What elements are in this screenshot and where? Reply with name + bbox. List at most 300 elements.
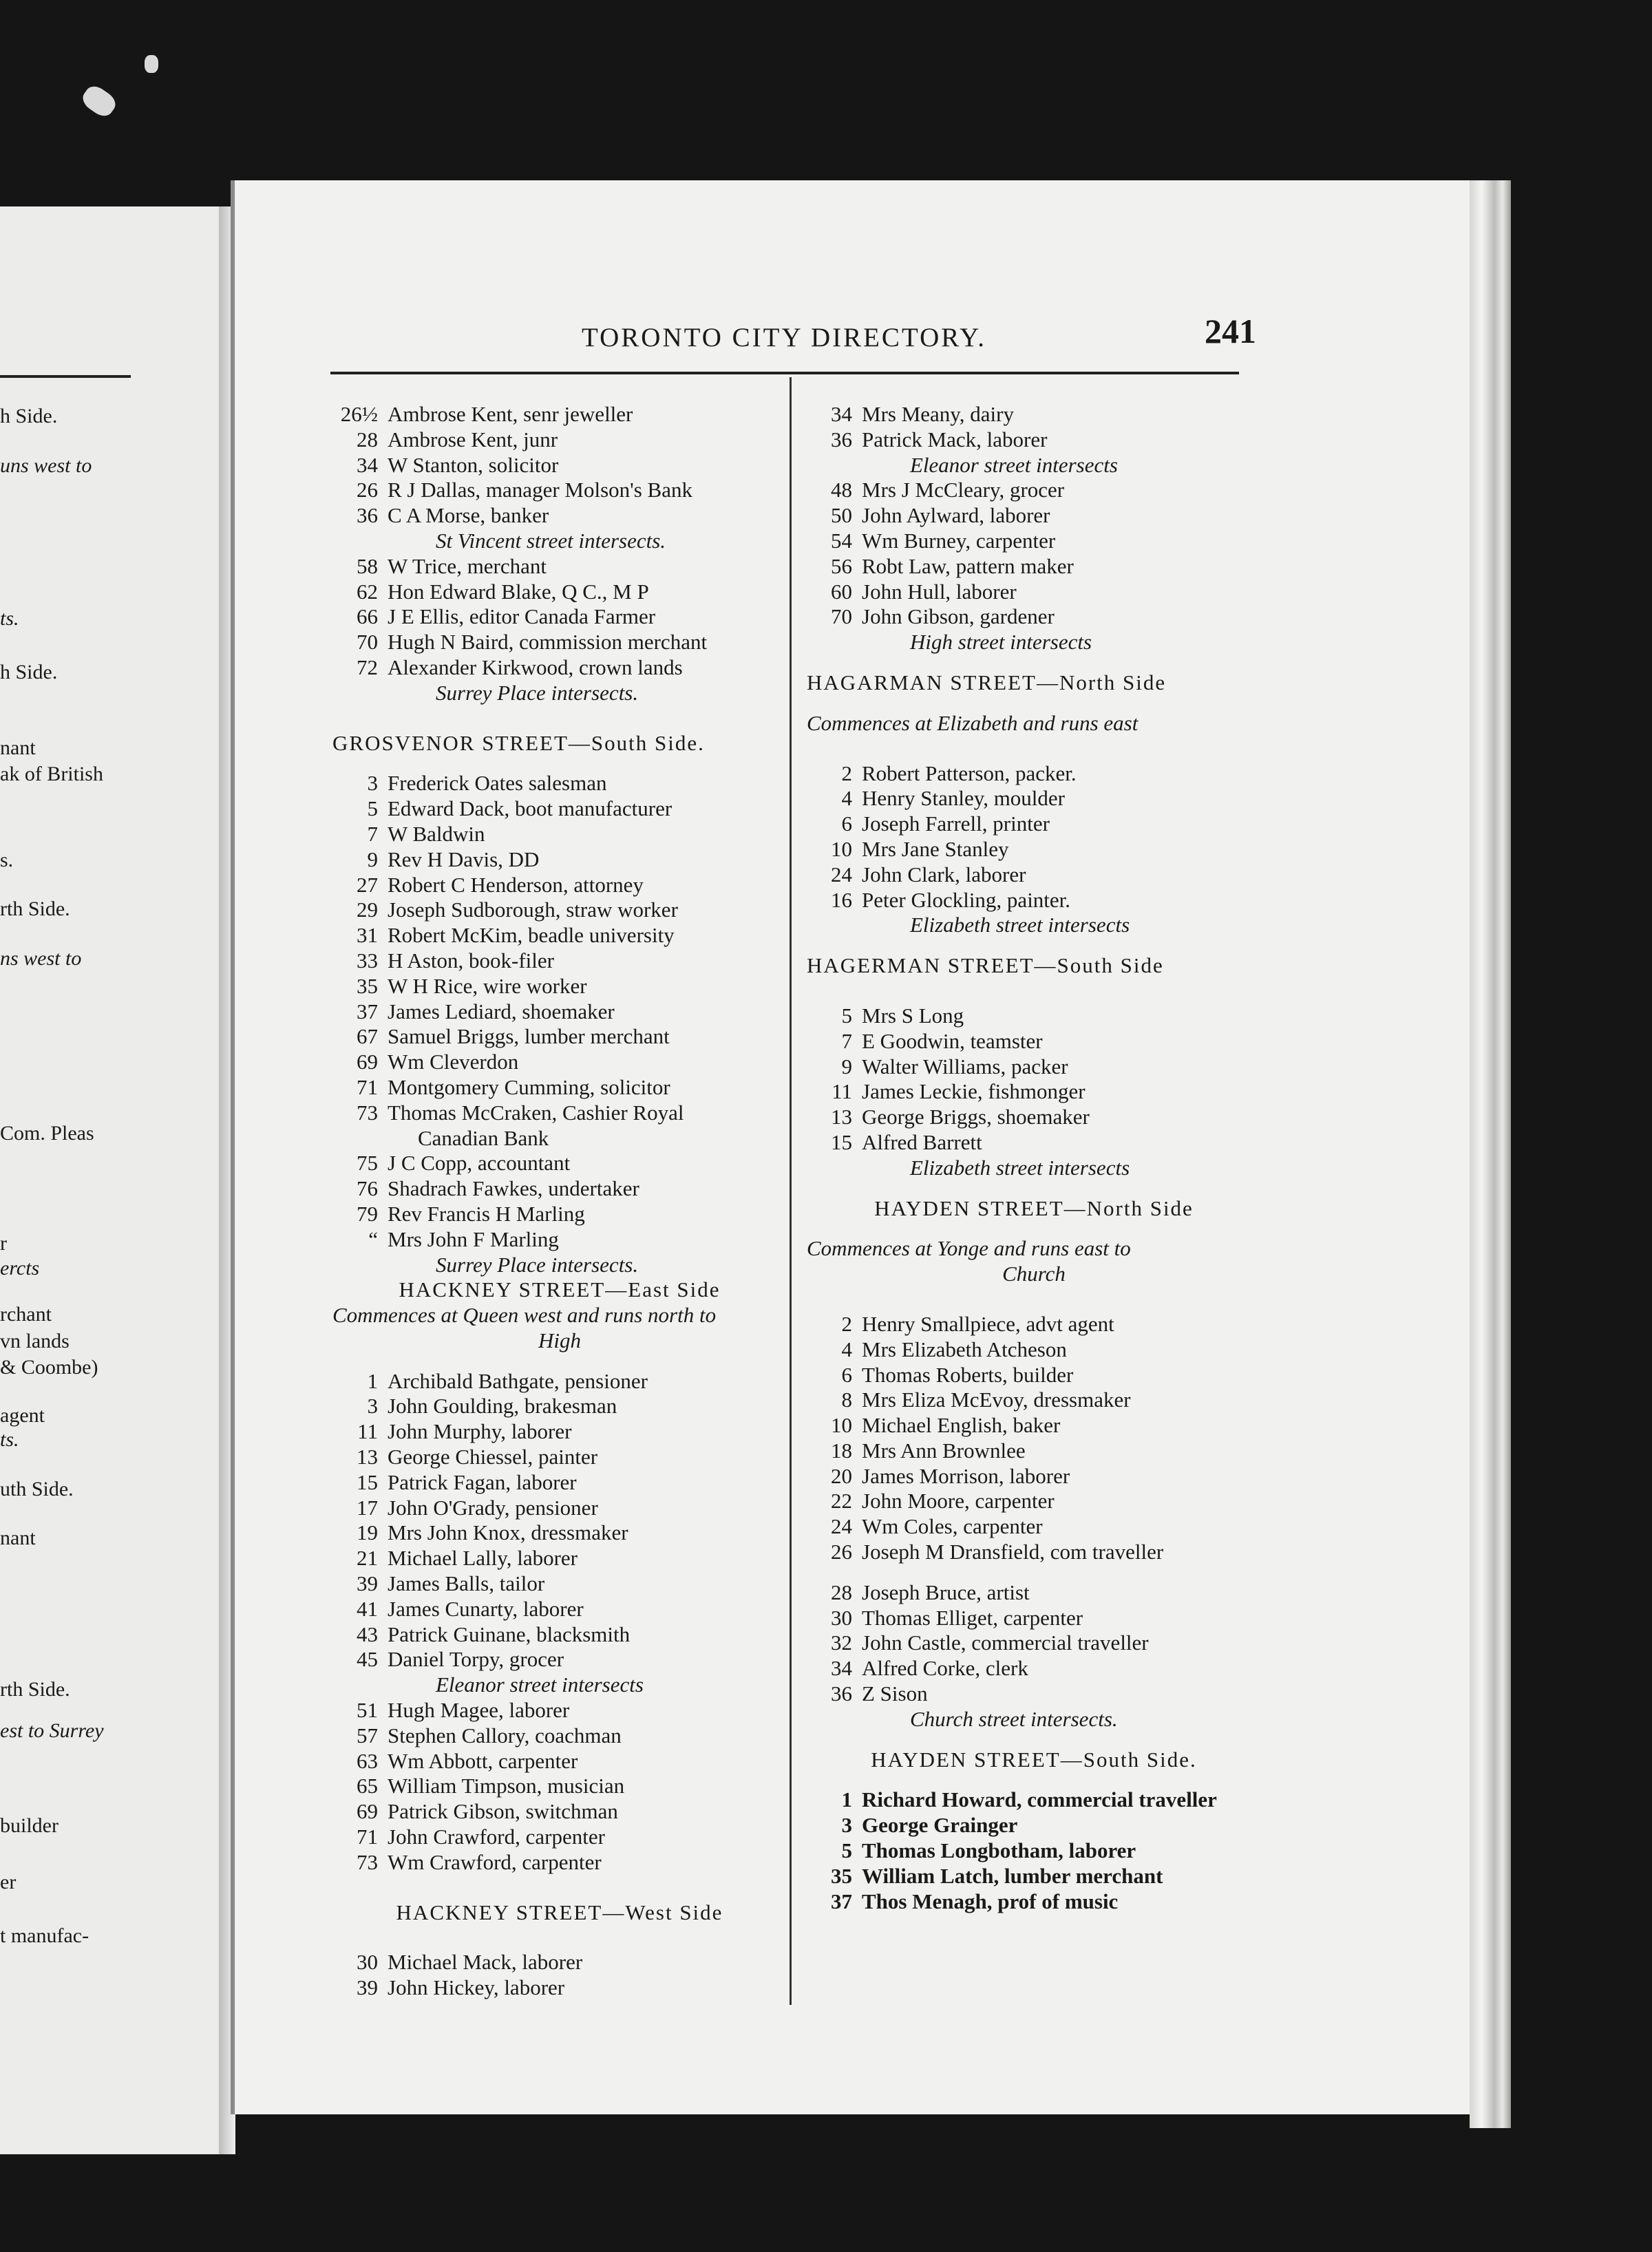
directory-entry bbox=[807, 1079, 1261, 1105]
directory-entry bbox=[332, 1470, 787, 1496]
resident-name: John Clark, laborer bbox=[862, 862, 1026, 886]
street-intersection-note bbox=[807, 1156, 1261, 1181]
resident-name: Henry Smallpiece, advt agent bbox=[862, 1311, 1114, 1336]
house-number: 2 bbox=[841, 1311, 852, 1336]
cropped-text-fragment: uns west to bbox=[0, 454, 92, 477]
house-number: 35 bbox=[831, 1863, 852, 1888]
house-number: 26 bbox=[831, 1540, 852, 1564]
directory-entry bbox=[332, 1419, 787, 1445]
street-heading bbox=[807, 1748, 1261, 1773]
house-number: 36 bbox=[831, 427, 852, 452]
header-rule bbox=[330, 372, 1239, 374]
left-column bbox=[332, 402, 787, 2001]
entry-continuation bbox=[332, 1126, 787, 1151]
house-number: 10 bbox=[831, 1413, 852, 1438]
directory-entry bbox=[332, 478, 787, 503]
directory-entry bbox=[807, 1813, 1261, 1838]
intersection-text: St Vincent street intersects. bbox=[436, 528, 666, 553]
spacer bbox=[807, 1565, 1261, 1580]
house-number: 9 bbox=[841, 1054, 852, 1079]
cropped-text-fragment: Com. Pleas bbox=[0, 1122, 94, 1145]
directory-entry bbox=[807, 1681, 1261, 1707]
house-number: 28 bbox=[357, 427, 378, 452]
resident-name: Mrs Meany, dairy bbox=[862, 402, 1014, 426]
resident-name: Frederick Oates salesman bbox=[388, 771, 607, 796]
street-heading-text: HAYDEN STREET—South Side. bbox=[871, 1747, 1197, 1772]
resident-name: Thomas Longbotham, laborer bbox=[862, 1838, 1136, 1863]
cropped-text-fragment: ts. bbox=[0, 607, 19, 630]
resident-name: John Goulding, brakesman bbox=[388, 1394, 617, 1419]
resident-name: W Stanton, solicitor bbox=[388, 452, 559, 477]
resident-name: George Chiessel, painter bbox=[388, 1445, 598, 1469]
directory-entry bbox=[332, 1202, 787, 1227]
house-number: 79 bbox=[357, 1201, 378, 1226]
resident-name: John Castle, commercial traveller bbox=[862, 1630, 1149, 1655]
right-column bbox=[807, 402, 1261, 1914]
resident-name: Mrs S Long bbox=[862, 1003, 964, 1028]
intersection-text: Surrey Place intersects. bbox=[436, 1252, 639, 1277]
resident-name: Patrick Gibson, switchman bbox=[388, 1799, 618, 1824]
resident-name: Hugh N Baird, commission merchant bbox=[388, 630, 708, 655]
directory-entry bbox=[332, 948, 787, 974]
house-number: 50 bbox=[831, 503, 852, 528]
street-heading bbox=[332, 731, 787, 756]
house-number: 9 bbox=[367, 847, 378, 871]
resident-name: Mrs John Knox, dressmaker bbox=[388, 1520, 628, 1545]
resident-name: Robert C Henderson, attorney bbox=[388, 872, 644, 897]
house-number: 36 bbox=[831, 1681, 852, 1706]
directory-entry bbox=[807, 604, 1261, 630]
street-heading-text: HACKNEY STREET—East Side bbox=[399, 1277, 721, 1302]
house-number: 76 bbox=[357, 1176, 378, 1201]
resident-name: Hugh Magee, laborer bbox=[388, 1698, 570, 1723]
resident-name: Patrick Mack, laborer bbox=[862, 427, 1048, 452]
resident-name: J E Ellis, editor Canada Farmer bbox=[388, 604, 656, 629]
spacer bbox=[332, 1354, 787, 1369]
house-number: 34 bbox=[357, 452, 378, 477]
directory-entry bbox=[807, 1656, 1261, 1681]
directory-entry bbox=[807, 786, 1261, 811]
directory-entry bbox=[807, 580, 1261, 605]
house-number: 5 bbox=[367, 796, 378, 821]
street-intersection-note bbox=[332, 529, 787, 554]
directory-entry bbox=[807, 1787, 1261, 1813]
directory-entry bbox=[332, 1369, 787, 1394]
street-description-text: High bbox=[538, 1328, 581, 1352]
street-heading-text: HAGERMAN STREET—South Side bbox=[807, 953, 1164, 978]
house-number: 32 bbox=[831, 1630, 852, 1655]
directory-entry bbox=[332, 1950, 787, 1975]
directory-entry bbox=[332, 1647, 787, 1672]
directory-entry bbox=[332, 796, 787, 822]
resident-name: Joseph Sudborough, straw worker bbox=[388, 897, 678, 922]
resident-name: Thomas McCraken, Cashier Royal bbox=[388, 1100, 684, 1125]
resident-name: Joseph Farrell, printer bbox=[862, 811, 1050, 836]
directory-entry bbox=[332, 1749, 787, 1774]
house-number: 30 bbox=[831, 1605, 852, 1630]
house-number: 3 bbox=[367, 771, 378, 796]
house-number: 48 bbox=[831, 478, 852, 502]
directory-entry bbox=[807, 1438, 1261, 1464]
cropped-text-fragment: rth Side. bbox=[0, 897, 70, 920]
resident-name: Wm Burney, carpenter bbox=[862, 528, 1056, 553]
house-number: 22 bbox=[831, 1489, 852, 1513]
resident-name: Montgomery Cumming, solicitor bbox=[388, 1074, 670, 1099]
resident-name: James Leckie, fishmonger bbox=[862, 1079, 1086, 1104]
spacer bbox=[332, 756, 787, 771]
street-heading-text: HAGARMAN STREET—North Side bbox=[807, 670, 1167, 694]
directory-entry bbox=[332, 1394, 787, 1419]
resident-name: James Lediard, shoemaker bbox=[388, 999, 615, 1023]
resident-name: John Murphy, laborer bbox=[388, 1419, 572, 1444]
street-heading bbox=[807, 1196, 1261, 1222]
resident-name: Mrs Jane Stanley bbox=[862, 836, 1009, 861]
directory-entry bbox=[332, 923, 787, 948]
directory-entry bbox=[332, 1075, 787, 1101]
resident-name: James Cunarty, laborer bbox=[388, 1596, 584, 1621]
directory-entry bbox=[807, 1489, 1261, 1514]
resident-name: James Balls, tailor bbox=[388, 1571, 545, 1596]
street-heading-text: HAYDEN STREET—North Side bbox=[874, 1196, 1194, 1220]
page-stack-edge bbox=[1470, 180, 1511, 2128]
resident-name: Rev H Davis, DD bbox=[388, 847, 540, 871]
spacer bbox=[807, 938, 1261, 953]
resident-name: Wm Abbott, carpenter bbox=[388, 1748, 578, 1773]
resident-name: Mrs Eliza McEvoy, dressmaker bbox=[862, 1388, 1131, 1412]
directory-entry bbox=[807, 837, 1261, 862]
resident-name: Henry Stanley, moulder bbox=[862, 786, 1065, 811]
resident-name: Edward Dack, boot manufacturer bbox=[388, 796, 673, 821]
house-number: 69 bbox=[357, 1799, 378, 1824]
resident-name: R J Dallas, manager Molson's Bank bbox=[388, 478, 692, 502]
spacer bbox=[807, 696, 1261, 711]
resident-name: Joseph Bruce, artist bbox=[862, 1580, 1030, 1604]
resident-name: John Crawford, carpenter bbox=[388, 1825, 605, 1849]
cropped-text-fragment: ts. bbox=[0, 1428, 19, 1451]
resident-name: Michael Lally, laborer bbox=[388, 1546, 578, 1571]
directory-entry bbox=[332, 1723, 787, 1749]
directory-entry bbox=[332, 503, 787, 529]
intersection-text: High street intersects bbox=[910, 630, 1092, 655]
house-number: 31 bbox=[357, 923, 378, 948]
resident-name: H Aston, book-filer bbox=[388, 948, 554, 973]
intersection-text: Elizabeth street intersects bbox=[910, 1155, 1130, 1180]
directory-entry bbox=[807, 554, 1261, 580]
resident-name: James Morrison, laborer bbox=[862, 1463, 1070, 1488]
cropped-text-fragment: rchant bbox=[0, 1303, 52, 1326]
directory-entry bbox=[807, 761, 1261, 787]
scan-blotch bbox=[79, 82, 120, 120]
house-number: 30 bbox=[357, 1950, 378, 1975]
house-number: 21 bbox=[357, 1546, 378, 1571]
directory-entry bbox=[332, 974, 787, 999]
resident-name: Alexander Kirkwood, crown lands bbox=[388, 655, 683, 679]
directory-entry bbox=[332, 1176, 787, 1202]
spacer bbox=[332, 706, 787, 731]
house-number: 2 bbox=[841, 761, 852, 785]
directory-entry bbox=[807, 1337, 1261, 1363]
resident-name: Thomas Roberts, builder bbox=[862, 1362, 1074, 1387]
continuation-text: Canadian Bank bbox=[418, 1125, 549, 1150]
left-page-rule bbox=[0, 375, 131, 378]
street-intersection-note bbox=[332, 1672, 787, 1698]
directory-entry bbox=[332, 427, 787, 453]
resident-name: Mrs J McCleary, grocer bbox=[862, 478, 1065, 502]
house-number: 8 bbox=[841, 1388, 852, 1412]
house-number: 33 bbox=[357, 948, 378, 973]
house-number: 69 bbox=[357, 1050, 378, 1074]
directory-entry bbox=[807, 1580, 1261, 1606]
directory-entry bbox=[807, 1540, 1261, 1565]
cropped-text-fragment: rth Side. bbox=[0, 1678, 70, 1701]
house-number: 70 bbox=[831, 604, 852, 629]
directory-entry bbox=[332, 604, 787, 630]
resident-name: Daniel Torpy, grocer bbox=[388, 1647, 564, 1672]
house-number: 16 bbox=[831, 887, 852, 912]
resident-name: Stephen Callory, coachman bbox=[388, 1723, 622, 1748]
resident-name: Mrs John F Marling bbox=[388, 1226, 559, 1251]
spacer bbox=[807, 1732, 1261, 1748]
house-number: 71 bbox=[357, 1074, 378, 1099]
street-heading bbox=[807, 670, 1261, 696]
directory-entry bbox=[332, 1496, 787, 1521]
house-number: 75 bbox=[357, 1151, 378, 1176]
street-heading bbox=[332, 1277, 787, 1303]
house-number: 39 bbox=[357, 1571, 378, 1596]
resident-name: George Briggs, shoemaker bbox=[862, 1105, 1090, 1129]
house-number: 34 bbox=[831, 1656, 852, 1681]
house-number: 43 bbox=[357, 1622, 378, 1646]
resident-name: Wm Crawford, carpenter bbox=[388, 1849, 602, 1874]
street-intersection-note bbox=[332, 681, 787, 706]
house-number: 34 bbox=[831, 402, 852, 426]
directory-entry bbox=[807, 427, 1261, 453]
directory-entry bbox=[332, 1799, 787, 1825]
intersection-text: Surrey Place intersects. bbox=[436, 680, 639, 705]
cropped-text-fragment: est to Surrey bbox=[0, 1719, 104, 1742]
directory-entry bbox=[332, 1546, 787, 1571]
house-number: 5 bbox=[841, 1003, 852, 1028]
spacer bbox=[332, 1876, 787, 1900]
intersection-text: Eleanor street intersects bbox=[436, 1672, 644, 1697]
house-number: 70 bbox=[357, 630, 378, 655]
street-description bbox=[807, 1236, 1261, 1262]
directory-entry bbox=[807, 862, 1261, 888]
street-intersection-note bbox=[807, 630, 1261, 655]
left-page-fragment bbox=[0, 206, 227, 2154]
house-number: 18 bbox=[831, 1438, 852, 1463]
directory-entry bbox=[332, 1698, 787, 1723]
house-number: 63 bbox=[357, 1748, 378, 1773]
resident-name: Alfred Corke, clerk bbox=[862, 1656, 1028, 1681]
spacer bbox=[807, 1772, 1261, 1787]
resident-name: E Goodwin, teamster bbox=[862, 1028, 1043, 1053]
house-number: 35 bbox=[357, 973, 378, 998]
house-number: 15 bbox=[357, 1469, 378, 1494]
cropped-text-fragment: vn lands bbox=[0, 1330, 70, 1352]
resident-name: William Latch, lumber merchant bbox=[862, 1863, 1163, 1888]
resident-name: Patrick Fagan, laborer bbox=[388, 1469, 577, 1494]
house-number: 71 bbox=[357, 1825, 378, 1849]
resident-name: John Gibson, gardener bbox=[862, 604, 1055, 629]
house-number: 4 bbox=[841, 1337, 852, 1361]
resident-name: John O'Grady, pensioner bbox=[388, 1495, 598, 1520]
house-number: 13 bbox=[357, 1445, 378, 1469]
cropped-text-fragment: builder bbox=[0, 1814, 59, 1837]
resident-name: Alfred Barrett bbox=[862, 1129, 982, 1154]
house-number: 17 bbox=[357, 1495, 378, 1520]
resident-name: George Grainger bbox=[862, 1813, 1018, 1838]
directory-entry bbox=[807, 478, 1261, 503]
house-number: 66 bbox=[357, 604, 378, 629]
directory-entry bbox=[807, 1464, 1261, 1489]
house-number: 54 bbox=[831, 528, 852, 553]
house-number: 1 bbox=[367, 1368, 378, 1393]
house-number: 29 bbox=[357, 897, 378, 922]
house-number: 57 bbox=[357, 1723, 378, 1748]
directory-entry bbox=[807, 503, 1261, 529]
street-intersection-note bbox=[807, 913, 1261, 938]
spacer bbox=[807, 979, 1261, 1003]
house-number: 65 bbox=[357, 1774, 378, 1798]
house-number: “ bbox=[368, 1226, 378, 1251]
street-description bbox=[807, 1262, 1261, 1287]
street-intersection-note bbox=[332, 1253, 787, 1278]
cropped-text-fragment: nant bbox=[0, 736, 36, 759]
cropped-text-fragment: h Side. bbox=[0, 661, 58, 683]
directory-entry bbox=[807, 529, 1261, 554]
resident-name: Samuel Briggs, lumber merchant bbox=[388, 1024, 670, 1049]
cropped-text-fragment: & Coombe) bbox=[0, 1356, 98, 1379]
cropped-text-fragment: nant bbox=[0, 1527, 36, 1549]
resident-name: Archibald Bathgate, pensioner bbox=[388, 1368, 648, 1393]
house-number: 45 bbox=[357, 1647, 378, 1672]
house-number: 11 bbox=[357, 1419, 378, 1444]
resident-name: John Hull, laborer bbox=[862, 579, 1017, 604]
street-heading-text: HACKNEY STREET—West Side bbox=[396, 1900, 723, 1924]
directory-entry bbox=[807, 888, 1261, 913]
cropped-text-fragment: h Side. bbox=[0, 405, 58, 427]
directory-entry bbox=[332, 1101, 787, 1126]
directory-entry bbox=[807, 1130, 1261, 1156]
directory-entry bbox=[807, 402, 1261, 427]
spacer bbox=[807, 736, 1261, 761]
house-number: 11 bbox=[832, 1079, 852, 1104]
spacer bbox=[332, 1925, 787, 1950]
house-number: 24 bbox=[831, 1514, 852, 1539]
resident-name: W H Rice, wire worker bbox=[388, 973, 587, 998]
scan-blotch bbox=[145, 55, 158, 73]
cropped-text-fragment: t manufac- bbox=[0, 1924, 89, 1947]
directory-entry bbox=[807, 811, 1261, 837]
spacer bbox=[807, 1221, 1261, 1236]
directory-entry bbox=[332, 1520, 787, 1546]
directory-entry bbox=[332, 897, 787, 923]
directory-entry bbox=[807, 1388, 1261, 1413]
directory-entry bbox=[332, 1024, 787, 1050]
house-number: 10 bbox=[831, 836, 852, 861]
street-description bbox=[332, 1303, 787, 1328]
resident-name: Robt Law, pattern maker bbox=[862, 553, 1074, 578]
house-number: 24 bbox=[831, 862, 852, 886]
cropped-text-fragment: s. bbox=[0, 849, 14, 871]
cropped-text-fragment: ercts bbox=[0, 1257, 40, 1279]
resident-name: J C Copp, accountant bbox=[388, 1151, 571, 1176]
cropped-text-fragment: er bbox=[0, 1871, 17, 1893]
intersection-text: Church street intersects. bbox=[910, 1706, 1118, 1731]
house-number: 58 bbox=[357, 553, 378, 578]
directory-entry bbox=[807, 1003, 1261, 1029]
cropped-text-fragment: ns west to bbox=[0, 947, 82, 970]
resident-name: Wm Cleverdon bbox=[388, 1050, 519, 1074]
house-number: 28 bbox=[831, 1580, 852, 1604]
directory-entry bbox=[332, 580, 787, 605]
spacer bbox=[807, 1181, 1261, 1196]
street-heading bbox=[807, 953, 1261, 979]
resident-name: Z Sison bbox=[862, 1681, 928, 1706]
house-number: 19 bbox=[357, 1520, 378, 1545]
street-heading-text: GROSVENOR STREET—South Side. bbox=[332, 730, 705, 755]
directory-entry bbox=[332, 999, 787, 1025]
house-number: 39 bbox=[357, 1975, 378, 2000]
resident-name: Robert McKim, beadle university bbox=[388, 923, 675, 948]
directory-entry bbox=[807, 1029, 1261, 1054]
house-number: 36 bbox=[357, 503, 378, 528]
directory-entry bbox=[332, 453, 787, 478]
house-number: 6 bbox=[841, 1362, 852, 1387]
resident-name: Mrs Ann Brownlee bbox=[862, 1438, 1026, 1463]
resident-name: Thos Menagh, prof of music bbox=[862, 1889, 1119, 1913]
street-description-text: Commences at Elizabeth and runs east bbox=[807, 710, 1139, 735]
resident-name: Rev Francis H Marling bbox=[388, 1201, 585, 1226]
directory-entry bbox=[807, 1413, 1261, 1438]
directory-entry bbox=[807, 1630, 1261, 1656]
house-number: 4 bbox=[841, 786, 852, 811]
resident-name: Joseph M Dransfield, com traveller bbox=[862, 1540, 1164, 1564]
directory-entry bbox=[332, 1151, 787, 1176]
resident-name: Shadrach Fawkes, undertaker bbox=[388, 1176, 639, 1201]
resident-name: Ambrose Kent, senr jeweller bbox=[388, 402, 633, 426]
house-number: 72 bbox=[357, 655, 378, 679]
resident-name: Mrs Elizabeth Atcheson bbox=[862, 1337, 1067, 1361]
house-number: 60 bbox=[831, 579, 852, 604]
directory-entry bbox=[332, 402, 787, 427]
directory-entry bbox=[807, 1514, 1261, 1540]
resident-name: William Timpson, musician bbox=[388, 1774, 625, 1798]
house-number: 62 bbox=[357, 579, 378, 604]
resident-name: Walter Williams, packer bbox=[862, 1054, 1068, 1079]
cropped-text-fragment: r bbox=[0, 1232, 7, 1255]
house-number: 67 bbox=[357, 1024, 378, 1049]
resident-name: Ambrose Kent, junr bbox=[388, 427, 558, 452]
resident-name: Peter Glockling, painter. bbox=[862, 887, 1071, 912]
resident-name: John Moore, carpenter bbox=[862, 1489, 1055, 1513]
house-number: 37 bbox=[357, 999, 378, 1023]
street-description-text: Commences at Yonge and runs east to bbox=[807, 1236, 1131, 1261]
intersection-text: Eleanor street intersects bbox=[910, 452, 1118, 477]
street-description-text: Church bbox=[1002, 1262, 1066, 1286]
resident-name: Hon Edward Blake, Q C., M P bbox=[388, 579, 649, 604]
house-number: 37 bbox=[831, 1889, 852, 1913]
house-number: 26½ bbox=[340, 402, 378, 426]
resident-name: Michael English, baker bbox=[862, 1413, 1061, 1438]
directory-entry bbox=[332, 771, 787, 796]
directory-entry bbox=[332, 1597, 787, 1622]
directory-entry bbox=[332, 1571, 787, 1597]
directory-entry bbox=[807, 1838, 1261, 1864]
directory-entry bbox=[332, 1445, 787, 1470]
street-description bbox=[807, 711, 1261, 736]
